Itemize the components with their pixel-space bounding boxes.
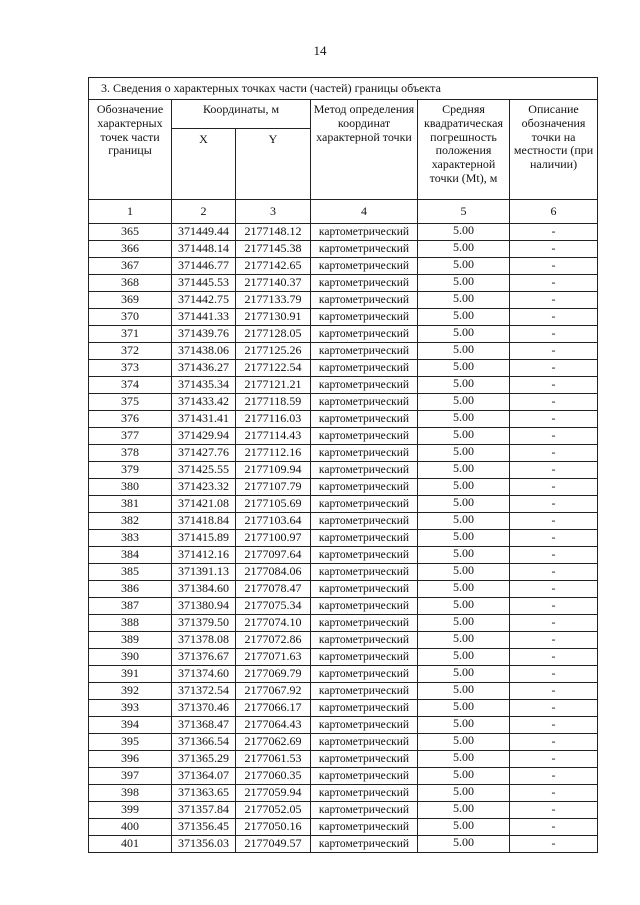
coord-x-cell: 371421.08 <box>172 496 236 513</box>
point-id-cell: 379 <box>89 462 172 479</box>
point-id-cell: 374 <box>89 377 172 394</box>
error-cell: 5.00 <box>418 768 510 785</box>
header-error: Средняя квадратическая погрешность положения характерной точки (Mt), м <box>418 100 510 200</box>
description-cell: - <box>510 343 598 360</box>
error-cell: 5.00 <box>418 547 510 564</box>
table-row <box>89 360 598 377</box>
error-cell: 5.00 <box>418 360 510 377</box>
method-cell: картометрический <box>311 462 418 479</box>
table-row <box>89 615 598 632</box>
description-cell: - <box>510 598 598 615</box>
description-cell: - <box>510 377 598 394</box>
point-id-cell: 398 <box>89 785 172 802</box>
table-caption: 3. Сведения о характерных точках части (частей) границы объекта <box>89 78 598 100</box>
table-row <box>89 836 598 853</box>
method-cell: картометрический <box>311 360 418 377</box>
header-x: X <box>172 129 236 200</box>
coord-x-cell: 371370.46 <box>172 700 236 717</box>
coord-x-cell: 371384.60 <box>172 581 236 598</box>
coord-x-cell: 371445.53 <box>172 275 236 292</box>
table-row <box>89 394 598 411</box>
coord-y-cell: 2177140.37 <box>236 275 311 292</box>
point-id-cell: 393 <box>89 700 172 717</box>
coord-y-cell: 2177084.06 <box>236 564 311 581</box>
header-y: Y <box>236 129 311 200</box>
table-row <box>89 496 598 513</box>
method-cell: картометрический <box>311 377 418 394</box>
table-row <box>89 819 598 836</box>
method-cell: картометрический <box>311 547 418 564</box>
column-number: 1 <box>89 200 172 224</box>
table-row <box>89 343 598 360</box>
coord-x-cell: 371433.42 <box>172 394 236 411</box>
coord-y-cell: 2177052.05 <box>236 802 311 819</box>
method-cell: картометрический <box>311 479 418 496</box>
header-coordinates: Координаты, м <box>172 100 311 129</box>
coord-x-cell: 371449.44 <box>172 224 236 241</box>
description-cell: - <box>510 547 598 564</box>
method-cell: картометрический <box>311 768 418 785</box>
coord-x-cell: 371427.76 <box>172 445 236 462</box>
error-cell: 5.00 <box>418 683 510 700</box>
point-id-cell: 376 <box>89 411 172 428</box>
header-designation: Обозначение характерных точек части границы <box>89 100 172 200</box>
coord-y-cell: 2177049.57 <box>236 836 311 853</box>
coord-y-cell: 2177122.54 <box>236 360 311 377</box>
description-cell: - <box>510 275 598 292</box>
point-id-cell: 385 <box>89 564 172 581</box>
method-cell: картометрический <box>311 700 418 717</box>
method-cell: картометрический <box>311 496 418 513</box>
header-method: Метод определения координат характерной точки <box>311 100 418 200</box>
error-cell: 5.00 <box>418 326 510 343</box>
coord-x-cell: 371441.33 <box>172 309 236 326</box>
point-id-cell: 381 <box>89 496 172 513</box>
coord-x-cell: 371439.76 <box>172 326 236 343</box>
point-id-cell: 389 <box>89 632 172 649</box>
coord-y-cell: 2177078.47 <box>236 581 311 598</box>
table-row <box>89 547 598 564</box>
error-cell: 5.00 <box>418 649 510 666</box>
table-row <box>89 292 598 309</box>
error-cell: 5.00 <box>418 530 510 547</box>
coord-y-cell: 2177064.43 <box>236 717 311 734</box>
method-cell: картометрический <box>311 343 418 360</box>
table-row <box>89 802 598 819</box>
coord-y-cell: 2177072.86 <box>236 632 311 649</box>
description-cell: - <box>510 819 598 836</box>
coord-y-cell: 2177130.91 <box>236 309 311 326</box>
point-id-cell: 375 <box>89 394 172 411</box>
table-body <box>89 224 598 853</box>
column-number: 5 <box>418 200 510 224</box>
description-cell: - <box>510 700 598 717</box>
description-cell: - <box>510 666 598 683</box>
error-cell: 5.00 <box>418 275 510 292</box>
coord-x-cell: 371372.54 <box>172 683 236 700</box>
coord-y-cell: 2177128.05 <box>236 326 311 343</box>
method-cell: картометрический <box>311 513 418 530</box>
coord-y-cell: 2177105.69 <box>236 496 311 513</box>
point-id-cell: 368 <box>89 275 172 292</box>
error-cell: 5.00 <box>418 309 510 326</box>
point-id-cell: 388 <box>89 615 172 632</box>
error-cell: 5.00 <box>418 411 510 428</box>
table-row <box>89 428 598 445</box>
method-cell: картометрический <box>311 309 418 326</box>
coord-x-cell: 371378.08 <box>172 632 236 649</box>
table-row <box>89 598 598 615</box>
table-row <box>89 326 598 343</box>
error-cell: 5.00 <box>418 513 510 530</box>
description-cell: - <box>510 479 598 496</box>
point-id-cell: 365 <box>89 224 172 241</box>
point-id-cell: 366 <box>89 241 172 258</box>
coord-y-cell: 2177097.64 <box>236 547 311 564</box>
point-id-cell: 386 <box>89 581 172 598</box>
table-row <box>89 734 598 751</box>
point-id-cell: 382 <box>89 513 172 530</box>
coord-x-cell: 371366.54 <box>172 734 236 751</box>
coord-y-cell: 2177075.34 <box>236 598 311 615</box>
column-number: 4 <box>311 200 418 224</box>
coord-y-cell: 2177061.53 <box>236 751 311 768</box>
coord-y-cell: 2177071.63 <box>236 649 311 666</box>
coord-y-cell: 2177114.43 <box>236 428 311 445</box>
error-cell: 5.00 <box>418 258 510 275</box>
coord-y-cell: 2177059.94 <box>236 785 311 802</box>
coord-x-cell: 371368.47 <box>172 717 236 734</box>
point-id-cell: 390 <box>89 649 172 666</box>
method-cell: картометрический <box>311 445 418 462</box>
method-cell: картометрический <box>311 224 418 241</box>
description-cell: - <box>510 530 598 547</box>
table-row <box>89 513 598 530</box>
point-id-cell: 396 <box>89 751 172 768</box>
description-cell: - <box>510 360 598 377</box>
error-cell: 5.00 <box>418 394 510 411</box>
coord-y-cell: 2177118.59 <box>236 394 311 411</box>
point-id-cell: 380 <box>89 479 172 496</box>
description-cell: - <box>510 615 598 632</box>
method-cell: картометрический <box>311 258 418 275</box>
description-cell: - <box>510 751 598 768</box>
description-cell: - <box>510 428 598 445</box>
table-row <box>89 445 598 462</box>
error-cell: 5.00 <box>418 785 510 802</box>
description-cell: - <box>510 258 598 275</box>
error-cell: 5.00 <box>418 462 510 479</box>
method-cell: картометрический <box>311 394 418 411</box>
coord-x-cell: 371412.16 <box>172 547 236 564</box>
point-id-cell: 367 <box>89 258 172 275</box>
table-row <box>89 258 598 275</box>
error-cell: 5.00 <box>418 479 510 496</box>
error-cell: 5.00 <box>418 292 510 309</box>
description-cell: - <box>510 768 598 785</box>
coord-y-cell: 2177107.79 <box>236 479 311 496</box>
header-description: Описание обозначения точки на местности (при наличии) <box>510 100 598 200</box>
method-cell: картометрический <box>311 275 418 292</box>
coord-x-cell: 371356.03 <box>172 836 236 853</box>
description-cell: - <box>510 836 598 853</box>
error-cell: 5.00 <box>418 751 510 768</box>
table-row <box>89 564 598 581</box>
coord-x-cell: 371435.34 <box>172 377 236 394</box>
coord-y-cell: 2177148.12 <box>236 224 311 241</box>
method-cell: картометрический <box>311 632 418 649</box>
coord-y-cell: 2177109.94 <box>236 462 311 479</box>
table-row <box>89 751 598 768</box>
coord-y-cell: 2177145.38 <box>236 241 311 258</box>
method-cell: картометрический <box>311 292 418 309</box>
coord-x-cell: 371415.89 <box>172 530 236 547</box>
coord-x-cell: 371356.45 <box>172 819 236 836</box>
page-number: 14 <box>313 43 327 58</box>
column-numbers-row <box>89 200 598 224</box>
table-row <box>89 462 598 479</box>
coord-x-cell: 371379.50 <box>172 615 236 632</box>
error-cell: 5.00 <box>418 598 510 615</box>
error-cell: 5.00 <box>418 802 510 819</box>
coord-x-cell: 371374.60 <box>172 666 236 683</box>
table-row <box>89 649 598 666</box>
coord-y-cell: 2177066.17 <box>236 700 311 717</box>
coord-y-cell: 2177133.79 <box>236 292 311 309</box>
error-cell: 5.00 <box>418 666 510 683</box>
description-cell: - <box>510 802 598 819</box>
description-cell: - <box>510 241 598 258</box>
method-cell: картометрический <box>311 717 418 734</box>
error-cell: 5.00 <box>418 734 510 751</box>
description-cell: - <box>510 649 598 666</box>
description-cell: - <box>510 496 598 513</box>
point-id-cell: 395 <box>89 734 172 751</box>
point-id-cell: 397 <box>89 768 172 785</box>
description-cell: - <box>510 683 598 700</box>
method-cell: картометрический <box>311 530 418 547</box>
error-cell: 5.00 <box>418 224 510 241</box>
description-cell: - <box>510 564 598 581</box>
method-cell: картометрический <box>311 326 418 343</box>
point-id-cell: 391 <box>89 666 172 683</box>
error-cell: 5.00 <box>418 496 510 513</box>
description-cell: - <box>510 462 598 479</box>
error-cell: 5.00 <box>418 700 510 717</box>
table-row <box>89 309 598 326</box>
method-cell: картометрический <box>311 615 418 632</box>
point-id-cell: 377 <box>89 428 172 445</box>
method-cell: картометрический <box>311 581 418 598</box>
coord-y-cell: 2177142.65 <box>236 258 311 275</box>
column-number: 3 <box>236 200 311 224</box>
point-id-cell: 371 <box>89 326 172 343</box>
coord-y-cell: 2177121.21 <box>236 377 311 394</box>
coord-y-cell: 2177069.79 <box>236 666 311 683</box>
method-cell: картометрический <box>311 819 418 836</box>
method-cell: картометрический <box>311 836 418 853</box>
coord-x-cell: 371365.29 <box>172 751 236 768</box>
table-row <box>89 479 598 496</box>
coord-x-cell: 371380.94 <box>172 598 236 615</box>
coord-x-cell: 371448.14 <box>172 241 236 258</box>
method-cell: картометрический <box>311 734 418 751</box>
point-id-cell: 378 <box>89 445 172 462</box>
coord-y-cell: 2177103.64 <box>236 513 311 530</box>
description-cell: - <box>510 445 598 462</box>
error-cell: 5.00 <box>418 428 510 445</box>
coord-x-cell: 371446.77 <box>172 258 236 275</box>
coord-x-cell: 371423.32 <box>172 479 236 496</box>
coord-x-cell: 371357.84 <box>172 802 236 819</box>
point-id-cell: 392 <box>89 683 172 700</box>
coord-y-cell: 2177074.10 <box>236 615 311 632</box>
point-id-cell: 370 <box>89 309 172 326</box>
boundary-points-table <box>88 77 598 853</box>
error-cell: 5.00 <box>418 343 510 360</box>
description-cell: - <box>510 513 598 530</box>
coord-y-cell: 2177125.26 <box>236 343 311 360</box>
coord-x-cell: 371418.84 <box>172 513 236 530</box>
column-number: 2 <box>172 200 236 224</box>
table-row <box>89 785 598 802</box>
description-cell: - <box>510 292 598 309</box>
point-id-cell: 372 <box>89 343 172 360</box>
description-cell: - <box>510 717 598 734</box>
error-cell: 5.00 <box>418 581 510 598</box>
error-cell: 5.00 <box>418 615 510 632</box>
error-cell: 5.00 <box>418 241 510 258</box>
error-cell: 5.00 <box>418 445 510 462</box>
method-cell: картометрический <box>311 785 418 802</box>
error-cell: 5.00 <box>418 836 510 853</box>
table-row <box>89 224 598 241</box>
method-cell: картометрический <box>311 564 418 581</box>
error-cell: 5.00 <box>418 377 510 394</box>
error-cell: 5.00 <box>418 717 510 734</box>
description-cell: - <box>510 734 598 751</box>
table-row <box>89 530 598 547</box>
coord-x-cell: 371442.75 <box>172 292 236 309</box>
method-cell: картометрический <box>311 683 418 700</box>
table-row <box>89 683 598 700</box>
description-cell: - <box>510 326 598 343</box>
coord-y-cell: 2177050.16 <box>236 819 311 836</box>
table-row <box>89 632 598 649</box>
method-cell: картометрический <box>311 649 418 666</box>
coord-x-cell: 371376.67 <box>172 649 236 666</box>
description-cell: - <box>510 785 598 802</box>
point-id-cell: 369 <box>89 292 172 309</box>
method-cell: картометрический <box>311 598 418 615</box>
point-id-cell: 400 <box>89 819 172 836</box>
table-row <box>89 241 598 258</box>
column-number: 6 <box>510 200 598 224</box>
point-id-cell: 383 <box>89 530 172 547</box>
point-id-cell: 394 <box>89 717 172 734</box>
coord-y-cell: 2177067.92 <box>236 683 311 700</box>
method-cell: картометрический <box>311 241 418 258</box>
coord-y-cell: 2177060.35 <box>236 768 311 785</box>
error-cell: 5.00 <box>418 632 510 649</box>
coord-x-cell: 371364.07 <box>172 768 236 785</box>
method-cell: картометрический <box>311 411 418 428</box>
coord-y-cell: 2177062.69 <box>236 734 311 751</box>
error-cell: 5.00 <box>418 819 510 836</box>
description-cell: - <box>510 309 598 326</box>
table-row <box>89 700 598 717</box>
table-row <box>89 717 598 734</box>
point-id-cell: 399 <box>89 802 172 819</box>
table-row <box>89 581 598 598</box>
point-id-cell: 373 <box>89 360 172 377</box>
table-row <box>89 666 598 683</box>
error-cell: 5.00 <box>418 564 510 581</box>
description-cell: - <box>510 581 598 598</box>
coord-x-cell: 371391.13 <box>172 564 236 581</box>
method-cell: картометрический <box>311 666 418 683</box>
coord-x-cell: 371431.41 <box>172 411 236 428</box>
method-cell: картометрический <box>311 428 418 445</box>
description-cell: - <box>510 394 598 411</box>
point-id-cell: 387 <box>89 598 172 615</box>
description-cell: - <box>510 632 598 649</box>
point-id-cell: 384 <box>89 547 172 564</box>
description-cell: - <box>510 411 598 428</box>
table-row <box>89 411 598 428</box>
table-row <box>89 275 598 292</box>
coord-x-cell: 371429.94 <box>172 428 236 445</box>
table-row <box>89 768 598 785</box>
point-id-cell: 401 <box>89 836 172 853</box>
coord-y-cell: 2177100.97 <box>236 530 311 547</box>
coord-x-cell: 371425.55 <box>172 462 236 479</box>
coord-x-cell: 371436.27 <box>172 360 236 377</box>
coord-x-cell: 371438.06 <box>172 343 236 360</box>
method-cell: картометрический <box>311 802 418 819</box>
table-row <box>89 377 598 394</box>
coord-y-cell: 2177116.03 <box>236 411 311 428</box>
description-cell: - <box>510 224 598 241</box>
coord-y-cell: 2177112.16 <box>236 445 311 462</box>
method-cell: картометрический <box>311 751 418 768</box>
coord-x-cell: 371363.65 <box>172 785 236 802</box>
